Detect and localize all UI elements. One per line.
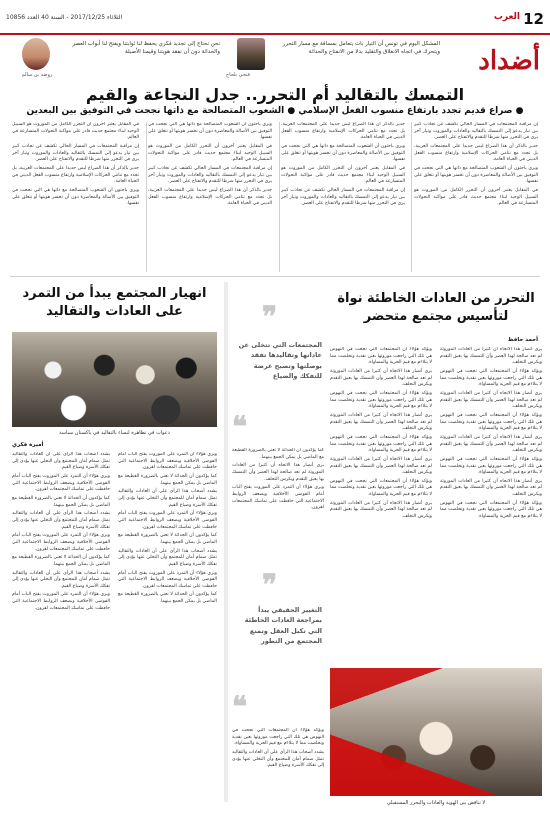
quote-mark-icon: ❞ (262, 300, 278, 333)
top-quote-left-author: روضة بن سالم (21, 72, 53, 78)
section-divider (10, 276, 540, 277)
pull-quote-rule (224, 282, 228, 802)
protest-women-photo (12, 332, 217, 427)
quote-mark-icon: ❝ (232, 690, 248, 723)
dateline: الثلاثاء 2017/12/25 - السنة 40 العدد 10856 (6, 14, 123, 21)
right-story-column: يرى أنصار هذا الاتجاه أن كثيرا من العادات الموروثة لم تعد صالحة لهذا العصر وأن التمسك بها يعيق التقدم ويكرس التخلف. ويؤكد هؤلاء أن المجتمعات التي نجحت في النهوض هي تلك التي راجعت موروثها بعين نقدية وتخلصت مما لا يتلاءم مع قيم الحرية والمساواة. يرى أنصار هذا الاتجاه أن كثيرا من العادات الموروثة لم تعد صالحة لهذا العصر وأن التمسك بها يعيق التقدم ويكرس التخلف. ويؤكد هؤلاء أن المجتمعات التي نجحت في النهوض هي تلك التي راجعت موروثها بعين نقدية وتخلصت مما لا يتلاءم مع قيم الحرية والمساواة. يرى أنصار هذا الاتجاه أن كثيرا من العادات الموروثة لم تعد صالحة لهذا العصر وأن التمسك بها يعيق التقدم ويكرس التخلف. ويؤكد هؤلاء أن المجتمعات التي نجحت في النهوض هي تلك التي راجعت موروثها بعين نقدية وتخلصت مما لا يتلاءم مع قيم الحرية والمساواة. يرى أنصار هذا الاتجاه أن كثيرا من العادات الموروثة لم تعد صالحة لهذا العصر وأن التمسك بها يعيق التقدم ويكرس التخلف. ويؤكد هؤلاء أن المجتمعات التي نجحت في النهوض هي تلك التي راجعت موروثها بعين نقدية وتخلصت مما لا يتلاءم مع قيم الحرية والمساواة. (440, 347, 542, 520)
quote-mark-icon: ❞ (262, 568, 278, 601)
main-headline: التمسك بالتقاليد أم التحرر.. جدل النجاعة والقيم (85, 85, 465, 104)
quote-mark-icon: ❝ (232, 410, 248, 443)
middle-column: كما يؤكدون أن الحداثة لا تعني بالضرورة القطيعة مع الماضي بل يمكن الجمع بينهما. يرى أنصار هذا الاتجاه أن كثيرا من العادات الموروثة لم تعد صالحة لهذا العصر وأن التمسك بها يعيق التقدم ويكرس التخلف. ويرى هؤلاء أن التمرد على الموروث يفتح الباب أمام الفوضى الأخلاقية ويضعف الروابط الاجتماعية التي حافظت على تماسك المجتمعات لقرون. (232, 448, 324, 511)
pull-quote-one: المجتمعات التي تتخلى عن عاداتها وتقاليدها تفقد بوصلتها وتصبح عرضة للتفكك والضياع (238, 341, 322, 381)
pull-quote-two: التغيير الحقيقي يبدأ بمراجعة العادات الخاطئة التي تكبل العقل وتمنع المجتمع من التطور (244, 606, 322, 646)
left-story-byline: أميرة فكري (12, 442, 44, 448)
middle-column: ويؤكد هؤلاء أن المجتمعات التي نجحت في النهوض هي تلك التي راجعت موروثها بعين نقدية وتخلصت مما لا يتلاءم مع قيم الحرية والمساواة. يشدد أصحاب هذا الرأي على أن العادات والتقاليد تمثل صمام أمان للمجتمع وأن التخلي عنها يؤدي إلى تفكك الأسرة وضياع القيم. (232, 728, 324, 769)
left-story-column: ويرى هؤلاء أن التمرد على الموروث يفتح الباب أمام الفوضى الأخلاقية ويضعف الروابط الاجتماعية التي حافظت على تماسك المجتمعات لقرون. كما يؤكدون أن الحداثة لا تعني بالضرورة القطيعة مع الماضي بل يمكن الجمع بينهما. يشدد أصحاب هذا الرأي على أن العادات والتقاليد تمثل صمام أمان للمجتمع وأن التخلي عنها يؤدي إلى تفكك الأسرة وضياع القيم. ويرى هؤلاء أن التمرد على الموروث يفتح الباب أمام الفوضى الأخلاقية ويضعف الروابط الاجتماعية التي حافظت على تماسك المجتمعات لقرون. كما يؤكدون أن الحداثة لا تعني بالضرورة القطيعة مع الماضي بل يمكن الجمع بينهما. يشدد أصحاب هذا الرأي على أن العادات والتقاليد تمثل صمام أمان للمجتمع وأن التخلي عنها يؤدي إلى تفكك الأسرة وضياع القيم. ويرى هؤلاء أن التمرد على الموروث يفتح الباب أمام الفوضى الأخلاقية ويضعف الروابط الاجتماعية التي حافظت على تماسك المجتمعات لقرون. كما يؤكدون أن الحداثة لا تعني بالضرورة القطيعة مع الماضي بل يمكن الجمع بينهما. (118, 452, 217, 605)
author-photo-left (22, 38, 50, 70)
body-column: في المقابل يعتبر آخرون أن التحرر الكامل من الموروث هو السبيل الوحيد لبناء مجتمع حديث قادر على مواكبة التحولات المتسارعة في العالم. إن مراقبة المجتمعات في المسار الحالي تكشف عن تجاذب كبير بين تيار يدعو إلى التمسك بالتقاليد والعادات والموروث وتيار آخر يرى في التحرر منها شرطا للتقدم والانفتاح على العصر. جدير بالذكر أن هذا الصراع ليس جديدا على المجتمعات العربية، بل تجدد مع تنامي الحركات الإسلامية وارتفاع منسوب الفعل الديني في الحياة العامة. ويرى باحثون أن الشعوب المتصالحة مع ذاتها هي التي نجحت في التوفيق بين الأصالة والمعاصرة دون أن تخسر هويتها أو تنغلق على نفسها. (12, 122, 139, 207)
top-quote-right-author: فتحي بلحاج (226, 72, 250, 78)
right-story-headline: التحرر من العادات الخاطئة نواة لتأسيس مجتمع متحضر (337, 291, 535, 324)
body-column: ويرى باحثون أن الشعوب المتصالحة مع ذاتها هي التي نجحت في التوفيق بين الأصالة والمعاصرة دون أن تخسر هويتها أو تنغلق على نفسها. في المقابل يعتبر آخرون أن التحرر الكامل من الموروث هو السبيل الوحيد لبناء مجتمع حديث قادر على مواكبة التحولات المتسارعة في العالم. إن مراقبة المجتمعات في المسار الحالي تكشف عن تجاذب كبير بين تيار يدعو إلى التمسك بالتقاليد والعادات والموروث وتيار آخر يرى في التحرر منها شرطا للتقدم والانفتاح على العصر. جدير بالذكر أن هذا الصراع ليس جديدا على المجتمعات العربية، بل تجدد مع تنامي الحركات الإسلامية وارتفاع منسوب الفعل الديني في الحياة العامة. (148, 122, 272, 207)
page-number: 12 (523, 10, 544, 28)
top-quote-left: نحن نحتاج إلى تجديد فكري يحفظ لنا ثوابتنا ويفتح لنا أبواب العصر والحداثة دون أن نفقد هويتنا وقيمنا الأصيلة (72, 41, 220, 56)
bottom-photo-caption: لا تناقض بين الهوية والعادات والتحرر المستقبلي (386, 800, 486, 806)
column-divider (411, 122, 412, 272)
section-title: أضداد (478, 46, 540, 76)
right-story-byline: أحمد حافظ (507, 337, 538, 343)
left-story-photo-caption: دعوات في تظاهرة لنساء بالتقاليد في باكستان سياسة (59, 430, 170, 436)
body-column: إن مراقبة المجتمعات في المسار الحالي تكشف عن تجاذب كبير بين تيار يدعو إلى التمسك بالتقاليد والعادات والموروث وتيار آخر يرى في التحرر منها شرطا للتقدم والانفتاح على العصر. جدير بالذكر أن هذا الصراع ليس جديدا على المجتمعات العربية، بل تجدد مع تنامي الحركات الإسلامية وارتفاع منسوب الفعل الديني في الحياة العامة. ويرى باحثون أن الشعوب المتصالحة مع ذاتها هي التي نجحت في التوفيق بين الأصالة والمعاصرة دون أن تخسر هويتها أو تنغلق على نفسها. في المقابل يعتبر آخرون أن التحرر الكامل من الموروث هو السبيل الوحيد لبناء مجتمع حديث قادر على مواكبة التحولات المتسارعة في العالم. (414, 122, 538, 207)
right-story-column: ويؤكد هؤلاء أن المجتمعات التي نجحت في النهوض هي تلك التي راجعت موروثها بعين نقدية وتخلصت مما لا يتلاءم مع قيم الحرية والمساواة. يرى أنصار هذا الاتجاه أن كثيرا من العادات الموروثة لم تعد صالحة لهذا العصر وأن التمسك بها يعيق التقدم ويكرس التخلف. ويؤكد هؤلاء أن المجتمعات التي نجحت في النهوض هي تلك التي راجعت موروثها بعين نقدية وتخلصت مما لا يتلاءم مع قيم الحرية والمساواة. يرى أنصار هذا الاتجاه أن كثيرا من العادات الموروثة لم تعد صالحة لهذا العصر وأن التمسك بها يعيق التقدم ويكرس التخلف. ويؤكد هؤلاء أن المجتمعات التي نجحت في النهوض هي تلك التي راجعت موروثها بعين نقدية وتخلصت مما لا يتلاءم مع قيم الحرية والمساواة. يرى أنصار هذا الاتجاه أن كثيرا من العادات الموروثة لم تعد صالحة لهذا العصر وأن التمسك بها يعيق التقدم ويكرس التخلف. ويؤكد هؤلاء أن المجتمعات التي نجحت في النهوض هي تلك التي راجعت موروثها بعين نقدية وتخلصت مما لا يتلاءم مع قيم الحرية والمساواة. يرى أنصار هذا الاتجاه أن كثيرا من العادات الموروثة لم تعد صالحة لهذا العصر وأن التمسك بها يعيق التقدم ويكرس التخلف. (330, 347, 432, 520)
author-photo-right (237, 38, 265, 70)
left-story-headline: انهيار المجتمع يبدأ من التمرد على العادات والتقاليد (22, 286, 207, 319)
body-column: جدير بالذكر أن هذا الصراع ليس جديدا على المجتمعات العربية، بل تجدد مع تنامي الحركات الإسلامية وارتفاع منسوب الفعل الديني في الحياة العامة. ويرى باحثون أن الشعوب المتصالحة مع ذاتها هي التي نجحت في التوفيق بين الأصالة والمعاصرة دون أن تخسر هويتها أو تنغلق على نفسها. في المقابل يعتبر آخرون أن التحرر الكامل من الموروث هو السبيل الوحيد لبناء مجتمع حديث قادر على مواكبة التحولات المتسارعة في العالم. إن مراقبة المجتمعات في المسار الحالي تكشف عن تجاذب كبير بين تيار يدعو إلى التمسك بالتقاليد والعادات والموروث وتيار آخر يرى في التحرر منها شرطا للتقدم والانفتاح على العصر. (281, 122, 405, 207)
rally-crowd-photo (330, 668, 542, 796)
top-quote-right: المشكل اليوم في تونس أن التيار بات يتعامل بمسافة مع مسار التحرر ويتحرك في اتجاه الانغلاق والتقليد بدلا من الانفتاح والحداثة (282, 41, 440, 56)
masthead-rule (0, 33, 550, 35)
column-divider (279, 122, 280, 272)
left-story-column: يشدد أصحاب هذا الرأي على أن العادات والتقاليد تمثل صمام أمان للمجتمع وأن التخلي عنها يؤدي إلى تفكك الأسرة وضياع القيم. ويرى هؤلاء أن التمرد على الموروث يفتح الباب أمام الفوضى الأخلاقية ويضعف الروابط الاجتماعية التي حافظت على تماسك المجتمعات لقرون. كما يؤكدون أن الحداثة لا تعني بالضرورة القطيعة مع الماضي بل يمكن الجمع بينهما. يشدد أصحاب هذا الرأي على أن العادات والتقاليد تمثل صمام أمان للمجتمع وأن التخلي عنها يؤدي إلى تفكك الأسرة وضياع القيم. ويرى هؤلاء أن التمرد على الموروث يفتح الباب أمام الفوضى الأخلاقية ويضعف الروابط الاجتماعية التي حافظت على تماسك المجتمعات لقرون. كما يؤكدون أن الحداثة لا تعني بالضرورة القطيعة مع الماضي بل يمكن الجمع بينهما. يشدد أصحاب هذا الرأي على أن العادات والتقاليد تمثل صمام أمان للمجتمع وأن التخلي عنها يؤدي إلى تفكك الأسرة وضياع القيم. ويرى هؤلاء أن التمرد على الموروث يفتح الباب أمام الفوضى الأخلاقية ويضعف الروابط الاجتماعية التي حافظت على تماسك المجتمعات لقرون. (12, 452, 110, 611)
main-subhead: ● صراع قديم تجدد بارتفاع منسوب الفعل الإسلامي ● الشعوب المتصالحة مع ذاتها نجحت في التوفيق بين البعدين (26, 106, 524, 116)
masthead (0, 0, 550, 34)
column-divider (146, 122, 147, 272)
brand-logo: العرب (493, 12, 520, 22)
